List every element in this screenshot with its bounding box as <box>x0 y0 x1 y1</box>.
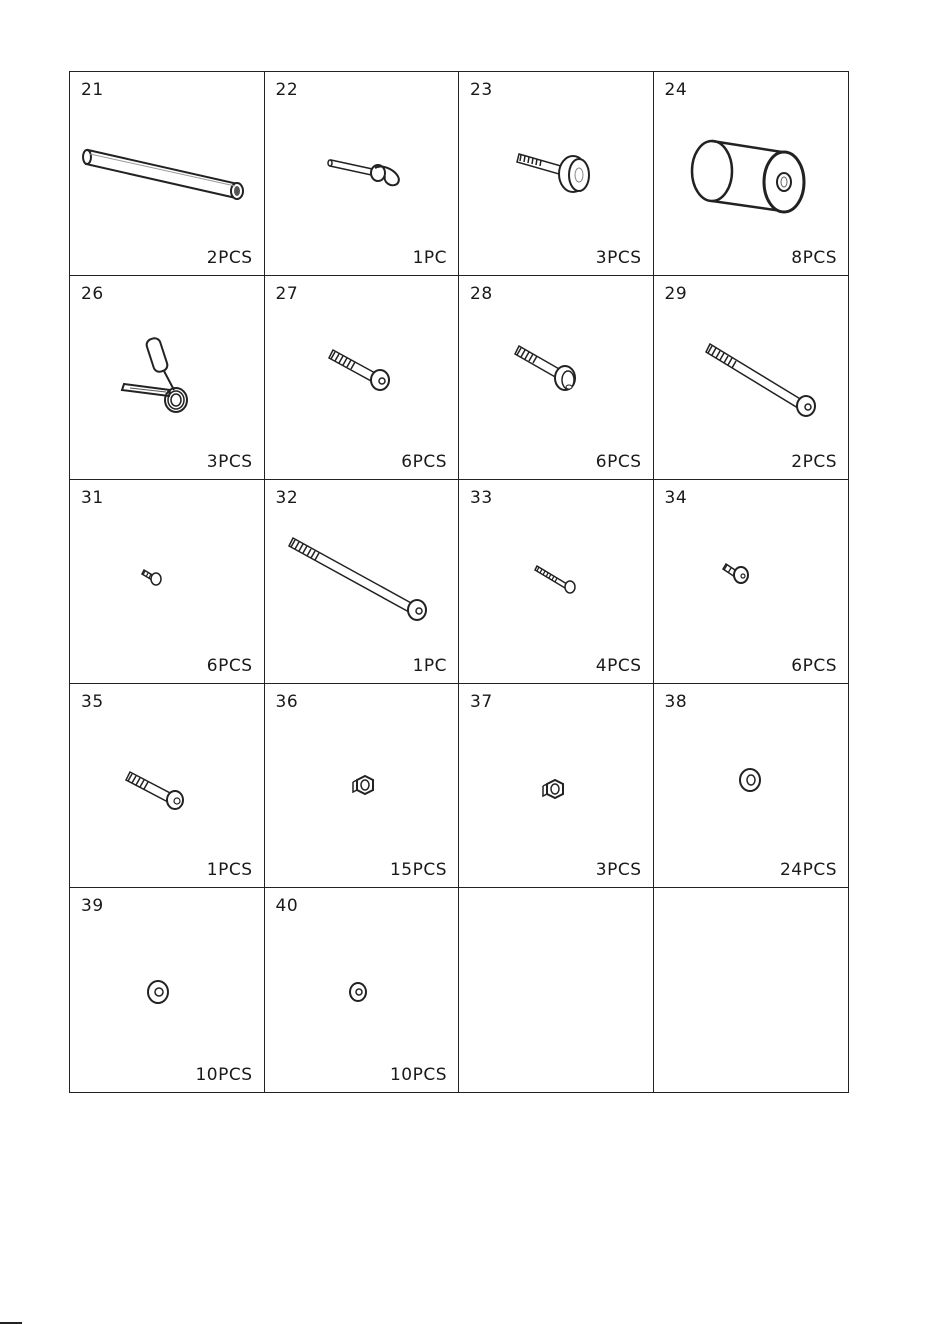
part-number: 28 <box>470 284 493 304</box>
knob-bolt-icon <box>459 72 653 275</box>
foam-roller-icon <box>654 72 849 275</box>
long-bolt-icon <box>654 276 849 479</box>
part-cell <box>265 72 460 276</box>
part-cell <box>654 276 849 480</box>
part-quantity: 2PCS <box>206 248 253 268</box>
part-number: 33 <box>470 488 493 508</box>
part-quantity: 6PCS <box>595 452 642 472</box>
hex-bolt-medium-icon <box>265 276 459 479</box>
spring-collar-icon <box>70 276 264 479</box>
part-quantity: 3PCS <box>206 452 253 472</box>
part-cell <box>265 684 460 888</box>
part-number: 37 <box>470 692 493 712</box>
part-number: 35 <box>81 692 104 712</box>
part-cell <box>654 684 849 888</box>
part-number: 23 <box>470 80 493 100</box>
washer-icon <box>654 684 849 887</box>
short-bolt-icon <box>654 480 849 683</box>
parts-grid <box>69 71 849 1093</box>
part-cell <box>70 684 265 888</box>
part-cell <box>654 480 849 684</box>
part-cell <box>265 888 460 1092</box>
part-number: 29 <box>664 284 688 304</box>
part-cell <box>70 276 265 480</box>
hex-bolt-icon <box>70 684 264 887</box>
part-quantity: 6PCS <box>401 452 447 472</box>
part-cell <box>70 480 265 684</box>
part-cell <box>265 276 460 480</box>
part-quantity: 10PCS <box>389 1065 447 1085</box>
part-quantity: 24PCS <box>779 860 837 880</box>
carriage-bolt-icon <box>459 276 653 479</box>
washer-icon <box>70 888 264 1092</box>
part-number: 27 <box>275 284 299 304</box>
part-quantity: 10PCS <box>195 1065 253 1085</box>
part-cell <box>265 480 460 684</box>
part-quantity: 15PCS <box>389 860 447 880</box>
part-cell <box>654 72 849 276</box>
nut-icon <box>265 684 459 887</box>
part-cell <box>70 72 265 276</box>
part-quantity: 2PCS <box>791 452 837 472</box>
part-quantity: 3PCS <box>595 248 642 268</box>
pin-with-ring-icon <box>265 72 459 275</box>
empty-cell <box>654 888 849 1092</box>
part-quantity: 6PCS <box>206 656 253 676</box>
part-quantity: 6PCS <box>791 656 837 676</box>
part-number: 26 <box>81 284 104 304</box>
part-quantity: 1PCS <box>206 860 253 880</box>
part-number: 22 <box>275 80 299 100</box>
part-cell <box>459 276 654 480</box>
part-cell <box>459 684 654 888</box>
part-cell <box>70 888 265 1092</box>
small-washer-icon <box>265 888 459 1092</box>
part-quantity: 1PC <box>412 656 447 676</box>
part-quantity: 1PC <box>412 248 447 268</box>
part-number: 31 <box>81 488 104 508</box>
part-number: 32 <box>275 488 299 508</box>
part-number: 39 <box>81 896 104 916</box>
part-quantity: 3PCS <box>595 860 642 880</box>
part-number: 38 <box>664 692 688 712</box>
nut-icon <box>459 684 653 887</box>
part-number: 21 <box>81 80 104 100</box>
empty-cell <box>459 888 654 1092</box>
machine-screw-icon <box>459 480 653 683</box>
tube-icon <box>70 72 264 275</box>
part-quantity: 8PCS <box>791 248 837 268</box>
part-number: 24 <box>664 80 688 100</box>
part-number: 36 <box>275 692 299 712</box>
short-screw-icon <box>70 480 264 683</box>
part-cell <box>459 72 654 276</box>
part-number: 34 <box>664 488 688 508</box>
extra-long-bolt-icon <box>265 480 459 683</box>
part-quantity: 4PCS <box>595 656 642 676</box>
part-number: 40 <box>275 896 299 916</box>
part-cell <box>459 480 654 684</box>
